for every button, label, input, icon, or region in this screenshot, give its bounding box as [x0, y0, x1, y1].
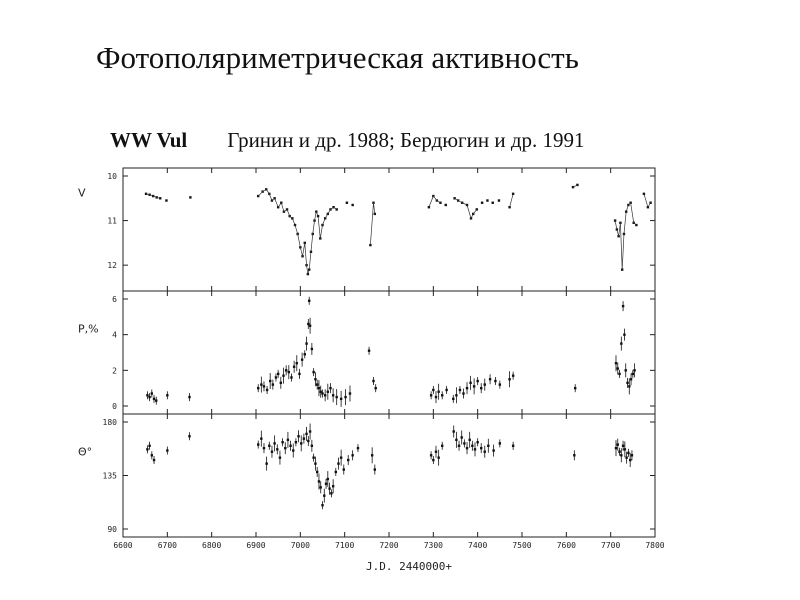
data-point [330, 492, 332, 494]
data-point [260, 383, 262, 385]
data-point [432, 389, 434, 391]
data-point [630, 378, 632, 380]
data-point [288, 371, 290, 373]
data-point [320, 486, 322, 488]
y-tick-label: 10 [107, 172, 117, 181]
light-curve-segment [278, 203, 281, 207]
data-point [632, 373, 634, 375]
data-point [469, 382, 471, 384]
light-curve-segment [295, 225, 298, 234]
data-point [625, 369, 627, 371]
slide-title: Фотополяриметрическая активность [96, 40, 579, 75]
light-curve-segment [313, 221, 315, 234]
data-point [328, 487, 330, 489]
data-point [372, 380, 374, 382]
data-point [455, 439, 457, 441]
data-point [620, 454, 622, 456]
data-point [332, 485, 334, 487]
data-point [368, 350, 370, 352]
data-point [480, 447, 482, 449]
data-point [327, 391, 329, 393]
light-curve-segment [433, 196, 437, 200]
light-curve-segment [631, 203, 634, 223]
data-point [280, 382, 282, 384]
data-point [307, 440, 309, 442]
data-point [289, 445, 291, 447]
light-curve-segment [370, 203, 373, 245]
x-axis-label: J.D. 2440000+ [365, 560, 453, 573]
data-point [357, 447, 359, 449]
data-point [346, 202, 348, 204]
data-point [269, 380, 271, 382]
data-point [285, 369, 287, 371]
data-point [284, 447, 286, 449]
data-point [486, 199, 488, 201]
light-curve-segment [467, 205, 471, 218]
light-curve-segment [311, 234, 313, 252]
data-point [351, 454, 353, 456]
y-tick-label: 12 [107, 261, 117, 271]
data-point [290, 376, 292, 378]
data-point [309, 325, 311, 327]
data-point [574, 387, 576, 389]
data-point [617, 443, 619, 445]
light-curve-segment [323, 218, 326, 225]
data-point [276, 448, 278, 450]
data-point [624, 448, 626, 450]
data-point [480, 387, 482, 389]
data-point [625, 456, 627, 458]
x-tick-label: 7700 [601, 541, 621, 550]
data-point [349, 392, 351, 394]
data-point [512, 374, 514, 376]
light-curve-segment [300, 247, 302, 256]
data-point [308, 300, 310, 302]
light-curve-segment [258, 192, 262, 196]
data-point [618, 373, 620, 375]
light-curve-segment [305, 243, 307, 265]
data-point [351, 204, 353, 206]
data-point [257, 387, 259, 389]
data-point [462, 392, 464, 394]
light-curve-segment [298, 234, 301, 247]
panel-frame-P [123, 291, 655, 414]
data-point [435, 396, 437, 398]
data-point [458, 445, 460, 447]
data-point [498, 199, 500, 201]
data-point [631, 454, 633, 456]
light-curve-segment [303, 243, 305, 256]
data-point [297, 435, 299, 437]
data-point [474, 448, 476, 450]
data-point [437, 456, 439, 458]
x-tick-label: 7500 [512, 541, 532, 550]
data-point [312, 371, 314, 373]
data-point [337, 462, 339, 464]
references: Гринин и др. 1988; Бердюгин и др. 1991 [227, 128, 585, 152]
panel-frame-Theta [123, 414, 655, 537]
data-point [321, 504, 323, 506]
light-curve-segment [624, 212, 626, 234]
data-point [476, 380, 478, 382]
data-point [275, 376, 277, 378]
light-curve-segment [325, 214, 328, 218]
data-point [281, 441, 283, 443]
data-point [432, 459, 434, 461]
data-point [492, 449, 494, 451]
data-point [263, 447, 265, 449]
data-point [499, 442, 501, 444]
data-point [492, 202, 494, 204]
data-point [473, 385, 475, 387]
data-point [371, 454, 373, 456]
data-point [148, 445, 150, 447]
data-point [260, 437, 262, 439]
light-curve-segment [266, 189, 269, 193]
data-point [453, 430, 455, 432]
x-tick-label: 7100 [335, 541, 355, 550]
light-curve-segment [615, 221, 617, 230]
data-point [189, 196, 191, 198]
data-point [466, 447, 468, 449]
x-tick-label: 7400 [468, 541, 488, 550]
light-curve-segment [269, 194, 272, 201]
data-point [617, 367, 619, 369]
data-point [327, 478, 329, 480]
data-point [476, 441, 478, 443]
x-tick-label: 7300 [423, 541, 443, 550]
data-point [340, 456, 342, 458]
data-point [622, 305, 624, 307]
x-tick-label: 7600 [556, 541, 576, 550]
data-point [318, 387, 320, 389]
data-point [268, 445, 270, 447]
data-point [622, 445, 624, 447]
data-point [628, 385, 630, 387]
data-point [311, 348, 313, 350]
data-point [620, 342, 622, 344]
data-point [151, 454, 153, 456]
data-point [277, 373, 279, 375]
light-curve-segment [318, 216, 320, 238]
axis-label-P: P,% [78, 322, 99, 336]
data-point [347, 459, 349, 461]
x-tick-label: 6900 [246, 541, 266, 550]
data-point [314, 462, 316, 464]
light-curve-segment [644, 194, 648, 207]
data-point [484, 451, 486, 453]
data-point [282, 374, 284, 376]
data-point [461, 436, 463, 438]
data-point [343, 468, 345, 470]
data-point [188, 435, 190, 437]
x-tick-label: 6700 [157, 541, 177, 550]
data-point [148, 396, 150, 398]
data-point [374, 468, 376, 470]
data-point [273, 442, 275, 444]
data-point [166, 394, 168, 396]
data-point [468, 439, 470, 441]
data-point [293, 366, 295, 368]
data-point [487, 445, 489, 447]
data-point [340, 398, 342, 400]
light-curve-segment [473, 209, 477, 213]
data-point [508, 378, 510, 380]
data-point [576, 184, 578, 186]
data-point [153, 398, 155, 400]
data-point [633, 369, 635, 371]
data-point [324, 394, 326, 396]
data-point [459, 389, 461, 391]
data-point [265, 462, 267, 464]
data-point [318, 480, 320, 482]
data-point [311, 445, 313, 447]
data-point [295, 441, 297, 443]
x-tick-label: 7800 [645, 541, 665, 550]
data-point [309, 430, 311, 432]
data-point [296, 362, 298, 364]
light-curve-segment [309, 252, 311, 270]
data-point [188, 396, 190, 398]
light-curve-segment [315, 212, 317, 221]
light-curve-segment [320, 225, 322, 238]
data-point [375, 387, 377, 389]
light-curve-segment [275, 198, 279, 207]
data-point [489, 378, 491, 380]
light-curve-segment [620, 223, 622, 270]
data-point [335, 471, 337, 473]
data-point [615, 362, 617, 364]
axis-label-Theta: Θ° [78, 445, 93, 459]
y-tick-label: 6 [112, 295, 117, 304]
data-point [263, 385, 265, 387]
data-point [316, 383, 318, 385]
data-point [615, 447, 617, 449]
y-tick-label: 135 [102, 471, 117, 481]
data-point [165, 199, 167, 201]
data-point [623, 333, 625, 335]
axis-label-V: V [78, 186, 86, 200]
data-point [481, 202, 483, 204]
x-tick-label: 6800 [202, 541, 222, 550]
data-point [494, 380, 496, 382]
data-point [466, 387, 468, 389]
data-point [279, 456, 281, 458]
light-curve-segment [510, 194, 514, 207]
light-curve-segment [622, 234, 624, 270]
data-point [445, 389, 447, 391]
data-point [146, 394, 148, 396]
data-point [499, 383, 501, 385]
data-point [332, 394, 334, 396]
data-point [166, 449, 168, 451]
data-point [301, 358, 303, 360]
data-point [151, 392, 153, 394]
data-point [441, 394, 443, 396]
light-curve-segment [429, 196, 433, 207]
data-point [329, 387, 331, 389]
data-point [323, 495, 325, 497]
data-point [627, 452, 629, 454]
data-point [287, 439, 289, 441]
data-point [316, 471, 318, 473]
data-point [512, 445, 514, 447]
light-curve-segment [287, 209, 290, 216]
data-point [153, 459, 155, 461]
data-point [471, 445, 473, 447]
data-point [155, 399, 157, 401]
light-curve-segment [328, 209, 331, 213]
data-point [305, 342, 307, 344]
data-point [626, 382, 628, 384]
data-point [435, 451, 437, 453]
data-point [573, 454, 575, 456]
data-point [335, 396, 337, 398]
data-point [484, 383, 486, 385]
data-point [257, 443, 259, 445]
y-tick-label: 90 [107, 525, 117, 534]
star-name: WW Vul [110, 128, 188, 152]
data-point [266, 389, 268, 391]
data-point [292, 449, 294, 451]
y-tick-label: 4 [112, 330, 117, 340]
data-point [430, 394, 432, 396]
data-point [146, 448, 148, 450]
data-point [452, 398, 454, 400]
data-point [344, 396, 346, 398]
data-point [325, 483, 327, 485]
light-curve-segment [648, 203, 651, 207]
x-tick-label: 7000 [290, 541, 310, 550]
light-curve-segment [373, 203, 374, 214]
y-tick-label: 0 [112, 402, 117, 411]
data-point [312, 456, 314, 458]
data-point [437, 391, 439, 393]
data-point [300, 442, 302, 444]
data-point [463, 442, 465, 444]
data-point [298, 373, 300, 375]
data-point [430, 454, 432, 456]
light-curve-segment [292, 218, 295, 225]
light-curve-segment [281, 203, 284, 212]
data-point [441, 445, 443, 447]
data-point [455, 394, 457, 396]
data-point [618, 451, 620, 453]
data-point [445, 204, 447, 206]
data-point [305, 433, 307, 435]
data-point [271, 451, 273, 453]
light-curve-segment [307, 265, 308, 274]
data-point [629, 459, 631, 461]
data-point [272, 383, 274, 385]
y-tick-label: 180 [102, 418, 117, 427]
y-tick-label: 2 [112, 366, 117, 376]
x-tick-label: 7200 [379, 541, 399, 550]
panel-frame-V [123, 168, 655, 291]
data-point [314, 378, 316, 380]
y-tick-label: 11 [107, 216, 117, 226]
data-point [321, 392, 323, 394]
data-point [303, 437, 305, 439]
data-point [304, 353, 306, 355]
x-tick-label: 6600 [113, 541, 133, 550]
